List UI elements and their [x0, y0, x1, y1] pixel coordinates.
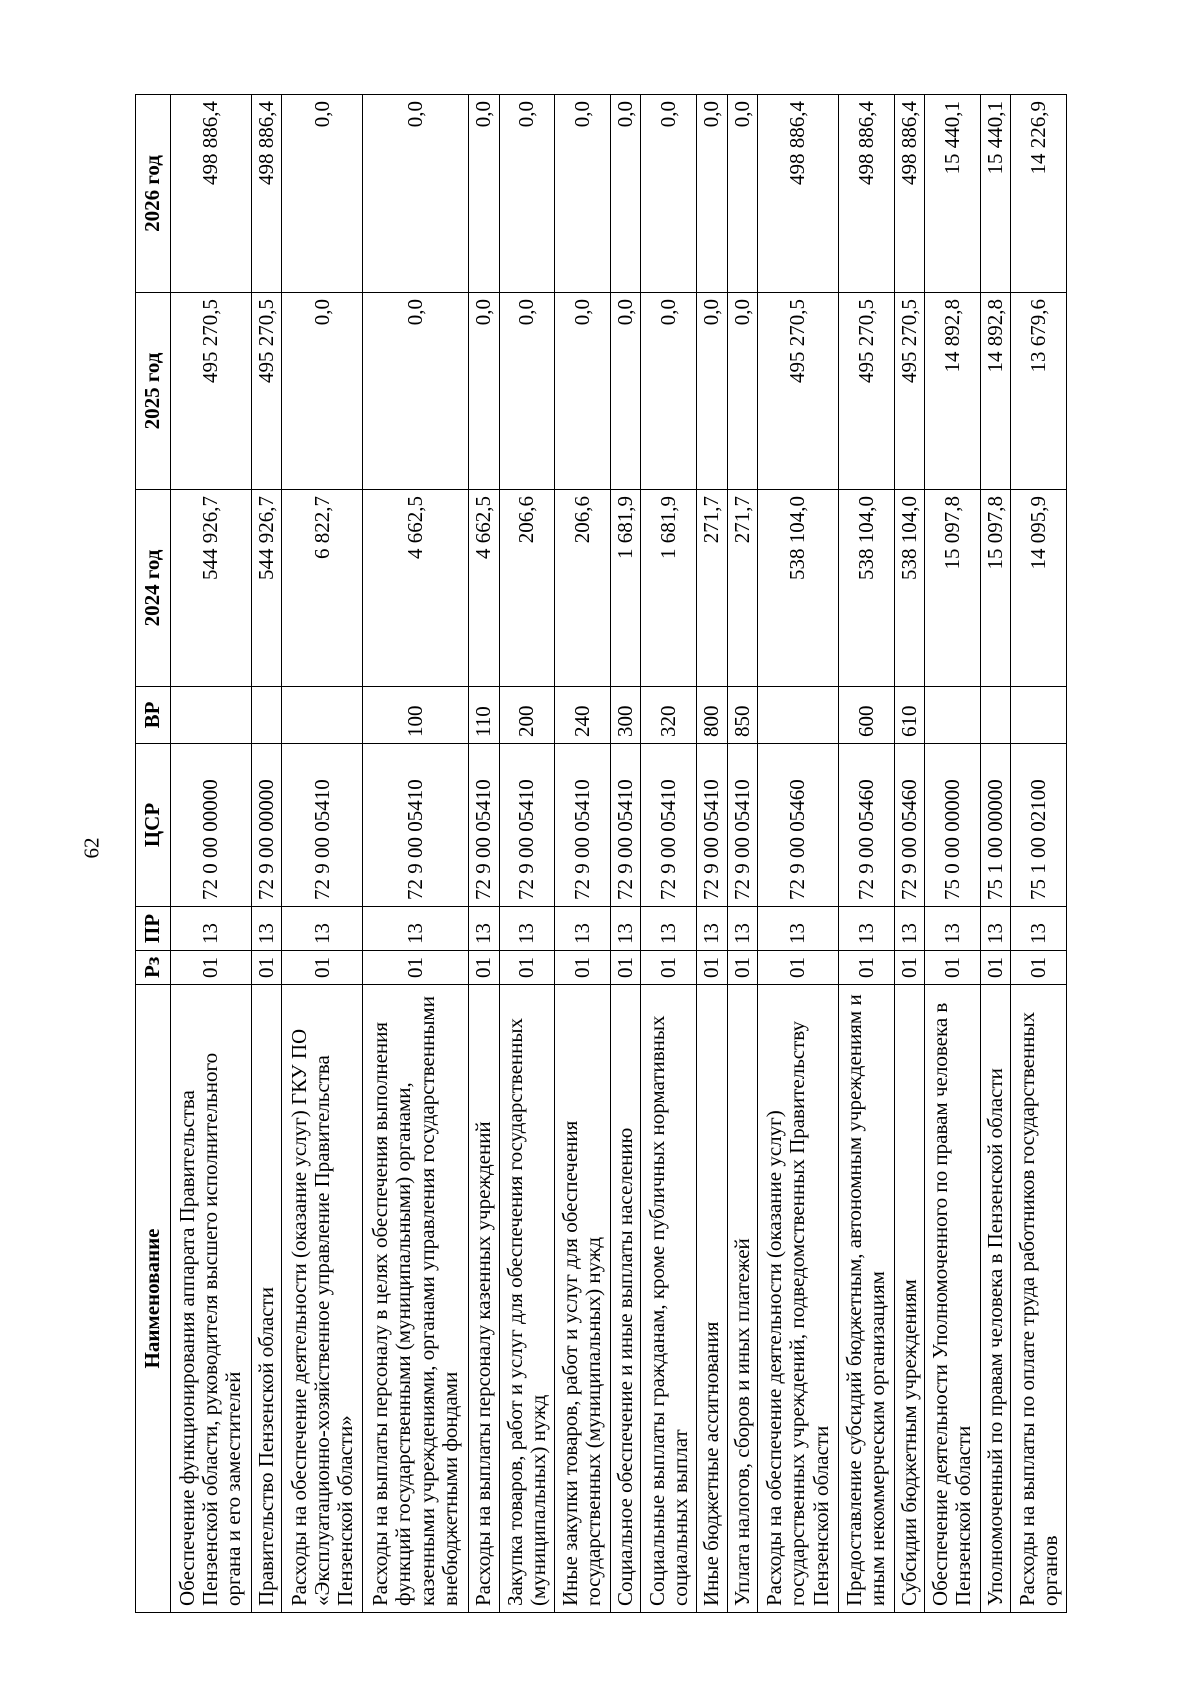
cell-csr: 72 0 00 00000 — [171, 744, 252, 907]
cell-name: Обеспечение функционирования аппарата Правительства Пензенской области, руководителя высшего исполнительного органа и его заместителей — [171, 985, 252, 1613]
cell-pr: 13 — [171, 907, 252, 951]
table-row — [171, 95, 252, 1613]
cell-vr: 200 — [499, 687, 555, 744]
cell-2026: 0,0 — [468, 95, 499, 293]
cell-rz: 01 — [610, 951, 641, 985]
cell-rz: 01 — [555, 951, 611, 985]
cell-2026: 0,0 — [610, 95, 641, 293]
cell-name: Уплата налогов, сборов и иных платежей — [727, 985, 758, 1613]
cell-name: Уполномоченный по правам человека в Пензенской области — [980, 985, 1011, 1613]
table-row — [610, 95, 641, 1613]
cell-vr — [282, 687, 363, 744]
table-row — [1011, 95, 1067, 1613]
cell-rz: 01 — [727, 951, 758, 985]
cell-vr: 600 — [838, 687, 894, 744]
header-2024: 2024 год — [136, 490, 171, 687]
cell-2024: 206,6 — [555, 490, 611, 687]
cell-2025: 495 270,5 — [251, 293, 282, 490]
cell-2026: 498 886,4 — [251, 95, 282, 293]
cell-2026: 15 440,1 — [980, 95, 1011, 293]
cell-2024: 538 104,0 — [758, 490, 839, 687]
cell-name: Закупка товаров, работ и услуг для обеспечения государственных (муниципальных) нужд — [499, 985, 555, 1613]
cell-2026: 14 226,9 — [1011, 95, 1067, 293]
table-row — [925, 95, 981, 1613]
cell-vr: 320 — [641, 687, 697, 744]
cell-pr: 13 — [727, 907, 758, 951]
cell-pr: 13 — [894, 907, 925, 951]
cell-csr: 72 9 00 05410 — [555, 744, 611, 907]
cell-vr — [980, 687, 1011, 744]
cell-2024: 544 926,7 — [171, 490, 252, 687]
header-2026: 2026 год — [136, 95, 171, 293]
cell-2024: 271,7 — [727, 490, 758, 687]
cell-2024: 544 926,7 — [251, 490, 282, 687]
cell-vr: 240 — [555, 687, 611, 744]
table-row — [363, 95, 469, 1613]
cell-vr — [925, 687, 981, 744]
table-body — [171, 95, 1067, 1613]
rotated-table-container — [135, 95, 1067, 1613]
cell-pr: 13 — [251, 907, 282, 951]
cell-csr: 72 9 00 05410 — [727, 744, 758, 907]
cell-rz: 01 — [282, 951, 363, 985]
cell-csr: 72 9 00 05410 — [282, 744, 363, 907]
cell-rz: 01 — [758, 951, 839, 985]
cell-2025: 0,0 — [468, 293, 499, 490]
cell-2025: 14 892,8 — [980, 293, 1011, 490]
table-row — [251, 95, 282, 1613]
cell-2026: 0,0 — [641, 95, 697, 293]
cell-name: Правительство Пензенской области — [251, 985, 282, 1613]
cell-2024: 4 662,5 — [363, 490, 469, 687]
table-row — [838, 95, 894, 1613]
cell-rz: 01 — [499, 951, 555, 985]
cell-rz: 01 — [697, 951, 728, 985]
cell-2026: 0,0 — [727, 95, 758, 293]
table-row — [758, 95, 839, 1613]
page-number: 62 — [79, 837, 104, 859]
cell-name: Предоставление субсидий бюджетным, автономным учреждениям и иным некоммерческим организациям — [838, 985, 894, 1613]
cell-csr: 72 9 00 05410 — [363, 744, 469, 907]
cell-name: Расходы на выплаты персоналу казенных учреждений — [468, 985, 499, 1613]
cell-vr: 850 — [727, 687, 758, 744]
cell-csr: 72 9 00 05410 — [610, 744, 641, 907]
table-row — [282, 95, 363, 1613]
cell-name: Расходы на выплаты по оплате труда работников государственных органов — [1011, 985, 1067, 1613]
cell-vr — [758, 687, 839, 744]
table-row — [555, 95, 611, 1613]
cell-pr: 13 — [925, 907, 981, 951]
cell-csr: 72 9 00 05410 — [499, 744, 555, 907]
cell-2026: 498 886,4 — [171, 95, 252, 293]
header-csr: ЦСР — [136, 744, 171, 907]
cell-name: Иные бюджетные ассигнования — [697, 985, 728, 1613]
cell-2024: 206,6 — [499, 490, 555, 687]
cell-2024: 15 097,8 — [925, 490, 981, 687]
cell-2026: 498 886,4 — [838, 95, 894, 293]
cell-2024: 538 104,0 — [894, 490, 925, 687]
table-row — [641, 95, 697, 1613]
table-row — [499, 95, 555, 1613]
cell-vr: 110 — [468, 687, 499, 744]
cell-2025: 0,0 — [555, 293, 611, 490]
cell-2025: 14 892,8 — [925, 293, 981, 490]
cell-2024: 14 095,9 — [1011, 490, 1067, 687]
cell-pr: 13 — [363, 907, 469, 951]
cell-csr: 72 9 00 05460 — [838, 744, 894, 907]
cell-pr: 13 — [697, 907, 728, 951]
cell-2025: 13 679,6 — [1011, 293, 1067, 490]
cell-rz: 01 — [925, 951, 981, 985]
cell-2024: 1 681,9 — [641, 490, 697, 687]
cell-pr: 13 — [641, 907, 697, 951]
header-2025: 2025 год — [136, 293, 171, 490]
cell-vr — [251, 687, 282, 744]
cell-2026: 0,0 — [499, 95, 555, 293]
cell-2025: 0,0 — [727, 293, 758, 490]
cell-csr: 72 9 00 05410 — [641, 744, 697, 907]
cell-rz: 01 — [894, 951, 925, 985]
cell-vr — [1011, 687, 1067, 744]
cell-2026: 498 886,4 — [758, 95, 839, 293]
cell-rz: 01 — [1011, 951, 1067, 985]
cell-2025: 0,0 — [610, 293, 641, 490]
cell-rz: 01 — [641, 951, 697, 985]
cell-pr: 13 — [838, 907, 894, 951]
table-header-row — [136, 95, 171, 1613]
cell-pr: 13 — [1011, 907, 1067, 951]
table-row — [894, 95, 925, 1613]
cell-2025: 0,0 — [641, 293, 697, 490]
cell-name: Расходы на обеспечение деятельности (оказание услуг) ГКУ ПО «Эксплуатационно-хозяйственное управление Правительства Пензенской области» — [282, 985, 363, 1613]
cell-2026: 0,0 — [555, 95, 611, 293]
cell-2025: 0,0 — [499, 293, 555, 490]
cell-rz: 01 — [980, 951, 1011, 985]
cell-name: Расходы на обеспечение деятельности (оказание услуг) государственных учреждений, подведомственных Правительству Пензенской области — [758, 985, 839, 1613]
cell-csr: 72 9 00 05460 — [758, 744, 839, 907]
cell-name: Расходы на выплаты персоналу в целях обеспечения выполнения функций государственными (муниципальными) органами, казенными учреждениями, органами управления государственными внебюджетными фондами — [363, 985, 469, 1613]
cell-2024: 538 104,0 — [838, 490, 894, 687]
cell-2025: 495 270,5 — [894, 293, 925, 490]
cell-pr: 13 — [282, 907, 363, 951]
cell-csr: 72 9 00 05460 — [894, 744, 925, 907]
header-vr: ВР — [136, 687, 171, 744]
cell-2024: 1 681,9 — [610, 490, 641, 687]
cell-vr — [171, 687, 252, 744]
cell-vr: 610 — [894, 687, 925, 744]
cell-2026: 0,0 — [282, 95, 363, 293]
cell-2025: 495 270,5 — [758, 293, 839, 490]
cell-vr: 800 — [697, 687, 728, 744]
cell-pr: 13 — [468, 907, 499, 951]
table-row — [980, 95, 1011, 1613]
cell-2026: 0,0 — [697, 95, 728, 293]
cell-name: Социальное обеспечение и иные выплаты населению — [610, 985, 641, 1613]
cell-rz: 01 — [251, 951, 282, 985]
cell-csr: 75 1 00 00000 — [980, 744, 1011, 907]
cell-rz: 01 — [838, 951, 894, 985]
cell-2024: 15 097,8 — [980, 490, 1011, 687]
cell-csr: 75 1 00 02100 — [1011, 744, 1067, 907]
cell-csr: 72 9 00 05410 — [697, 744, 728, 907]
cell-2025: 495 270,5 — [171, 293, 252, 490]
cell-pr: 13 — [555, 907, 611, 951]
cell-2024: 271,7 — [697, 490, 728, 687]
cell-name: Субсидии бюджетным учреждениям — [894, 985, 925, 1613]
cell-2025: 0,0 — [363, 293, 469, 490]
cell-rz: 01 — [171, 951, 252, 985]
header-name: Наименование — [136, 985, 171, 1613]
cell-csr: 75 0 00 00000 — [925, 744, 981, 907]
table-row — [697, 95, 728, 1613]
cell-2024: 6 822,7 — [282, 490, 363, 687]
cell-2025: 495 270,5 — [838, 293, 894, 490]
cell-pr: 13 — [980, 907, 1011, 951]
table-row — [468, 95, 499, 1613]
header-pr: ПР — [136, 907, 171, 951]
budget-table — [135, 94, 1067, 1613]
cell-name: Иные закупки товаров, работ и услуг для обеспечения государственных (муниципальных) нужд — [555, 985, 611, 1613]
cell-name: Социальные выплаты гражданам, кроме публичных нормативных социальных выплат — [641, 985, 697, 1613]
cell-2026: 15 440,1 — [925, 95, 981, 293]
cell-pr: 13 — [758, 907, 839, 951]
cell-rz: 01 — [468, 951, 499, 985]
cell-2026: 498 886,4 — [894, 95, 925, 293]
header-rz: Рз — [136, 951, 171, 985]
cell-2025: 0,0 — [697, 293, 728, 490]
cell-2026: 0,0 — [363, 95, 469, 293]
cell-vr: 300 — [610, 687, 641, 744]
cell-pr: 13 — [499, 907, 555, 951]
cell-2024: 4 662,5 — [468, 490, 499, 687]
cell-rz: 01 — [363, 951, 469, 985]
cell-vr: 100 — [363, 687, 469, 744]
cell-csr: 72 9 00 00000 — [251, 744, 282, 907]
cell-pr: 13 — [610, 907, 641, 951]
table-row — [727, 95, 758, 1613]
cell-name: Обеспечение деятельности Уполномоченного по правам человека в Пензенской области — [925, 985, 981, 1613]
cell-2025: 0,0 — [282, 293, 363, 490]
cell-csr: 72 9 00 05410 — [468, 744, 499, 907]
